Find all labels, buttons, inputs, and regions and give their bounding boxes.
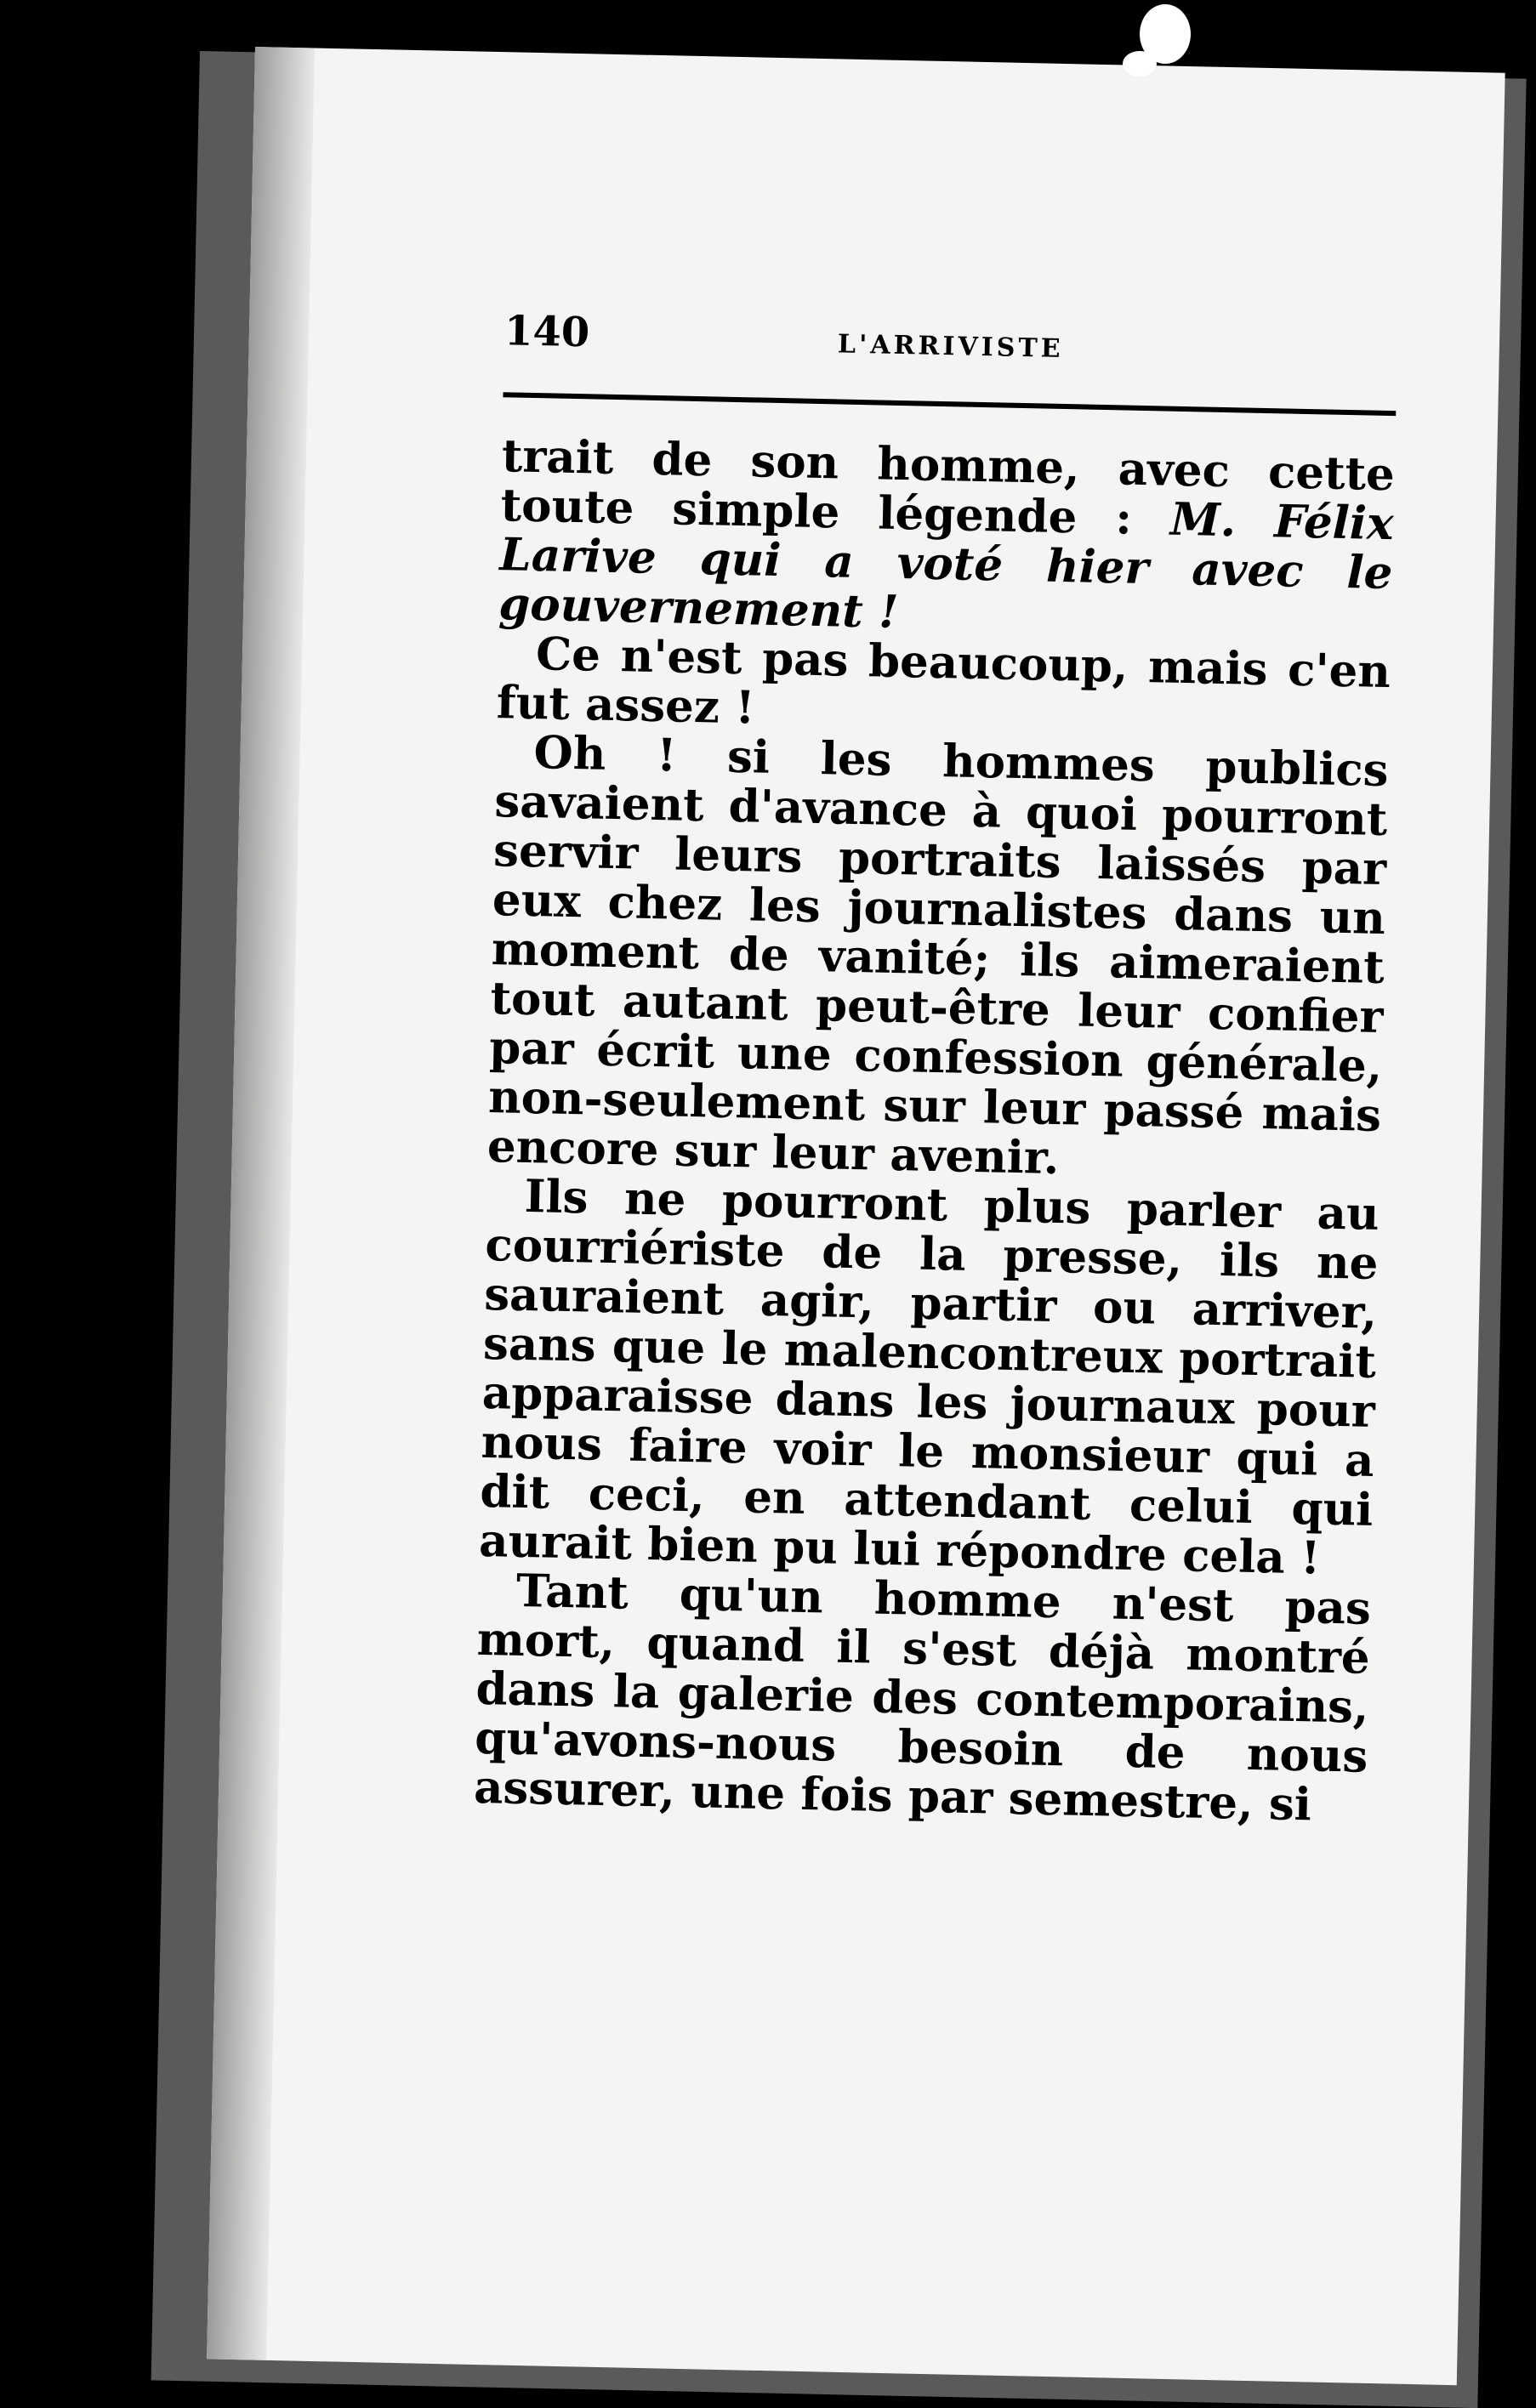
page-number: 140 — [503, 307, 590, 357]
page-text-block — [474, 307, 1398, 1831]
paragraph-3: Oh ! si les hommes publics savaient d'avance à quoi pourront servir leurs portraits laissés par eux chez les journalistes dans un moment de vanité; ils aimeraient tout autant peut-être leur confier par écrit une confession générale, non-seulement sur leur passé mais encore sur leur avenir. — [486, 726, 1390, 1185]
book-page — [207, 47, 1505, 2385]
paragraph-1-text: trait de son homme, avec cette toute simple légende : — [500, 429, 1396, 546]
paragraph-1 — [498, 431, 1396, 647]
paragraph-2: Ce n'est pas beaucoup, mais c'en fut assez ! — [496, 628, 1391, 735]
paragraph-1-italic: M. Félix Larive qui a voté hier avec le gouvernement ! — [498, 492, 1395, 639]
running-head — [503, 307, 1398, 402]
scan-speck — [1123, 51, 1157, 77]
paragraph-5: Tant qu'un homme n'est pas mort, quand il s'est déjà montré dans la galerie des contemporains, qu'avons-nous besoin de nous assurer, une fois par semestre, si — [473, 1564, 1372, 1832]
book-title: L'ARRIVISTE — [837, 329, 1064, 364]
paragraph-4: Ils ne pourront plus parler au courriériste de la presse, ils ne sauraient agir, partir ou arriver, sans que le malencontreux portrait apparaisse dans les journaux pour nous faire voir le monsieur qui a dit ceci, en attendant celui qui aurait bien pu lui répondre cela ! — [478, 1169, 1380, 1585]
